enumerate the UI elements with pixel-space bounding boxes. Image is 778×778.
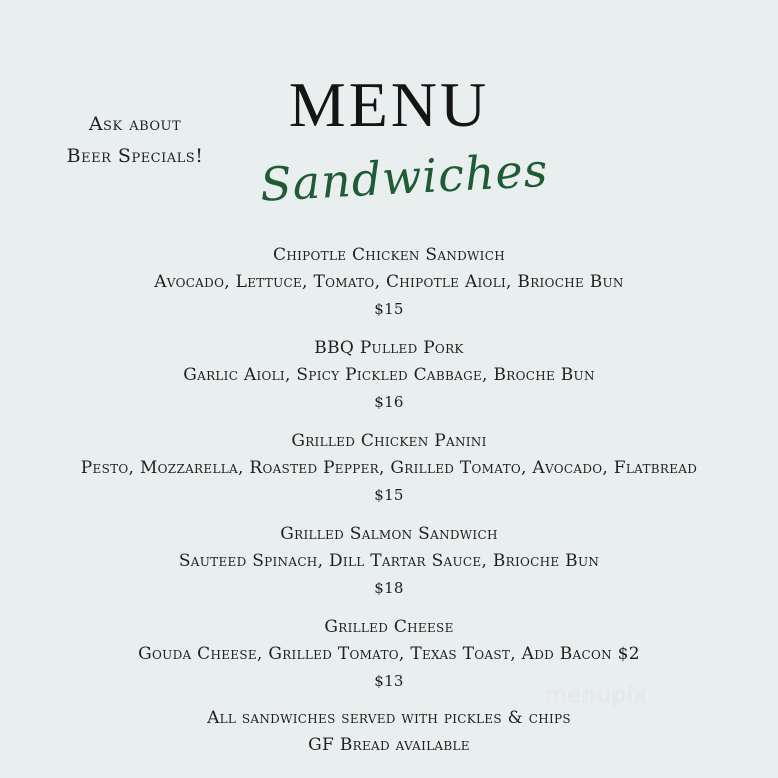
- item-price: $15: [374, 486, 404, 504]
- sandwich-list: [0, 242, 778, 707]
- menu-footer: [0, 705, 778, 759]
- section-title-sandwiches: Sandwiches: [258, 142, 550, 212]
- item-name: Grilled Cheese: [324, 617, 454, 637]
- promo-line-1: Ask about: [88, 113, 182, 135]
- watermark: menupix: [545, 683, 648, 708]
- item-name: Grilled Salmon Sandwich: [280, 524, 498, 544]
- item-ingredients: Avocado, Lettuce, Tomato, Chipotle Aioli, Brioche Bun: [154, 272, 624, 292]
- menu-title: MENU: [288, 69, 490, 140]
- item-ingredients: Pesto, Mozzarella, Roasted Pepper, Grilled Tomato, Avocado, Flatbread: [80, 458, 698, 478]
- menu-item: [0, 614, 778, 695]
- menu-item: [0, 521, 778, 602]
- item-name: Chipotle Chicken Sandwich: [273, 245, 505, 265]
- item-ingredients: Gouda Cheese, Grilled Tomato, Texas Toast, Add Bacon $2: [138, 644, 640, 664]
- item-name: Grilled Chicken Panini: [291, 431, 487, 451]
- promo-line-2: Beer Specials!: [66, 145, 204, 167]
- menu-item: [0, 242, 778, 323]
- menu-item: [0, 428, 778, 509]
- item-ingredients: Sauteed Spinach, Dill Tartar Sauce, Brioche Bun: [178, 551, 600, 571]
- item-ingredients: Garlic Aioli, Spicy Pickled Cabbage, Broche Bun: [183, 365, 595, 385]
- footer-note-sides: All sandwiches served with pickles & chips: [207, 708, 571, 728]
- item-price: $16: [374, 393, 404, 411]
- item-price: $18: [374, 579, 404, 597]
- menu-item: [0, 335, 778, 416]
- item-price: $13: [374, 672, 404, 690]
- item-price: $15: [374, 300, 404, 318]
- footer-note-gf: GF Bread available: [308, 735, 470, 755]
- item-name: BBQ Pulled Pork: [314, 338, 464, 358]
